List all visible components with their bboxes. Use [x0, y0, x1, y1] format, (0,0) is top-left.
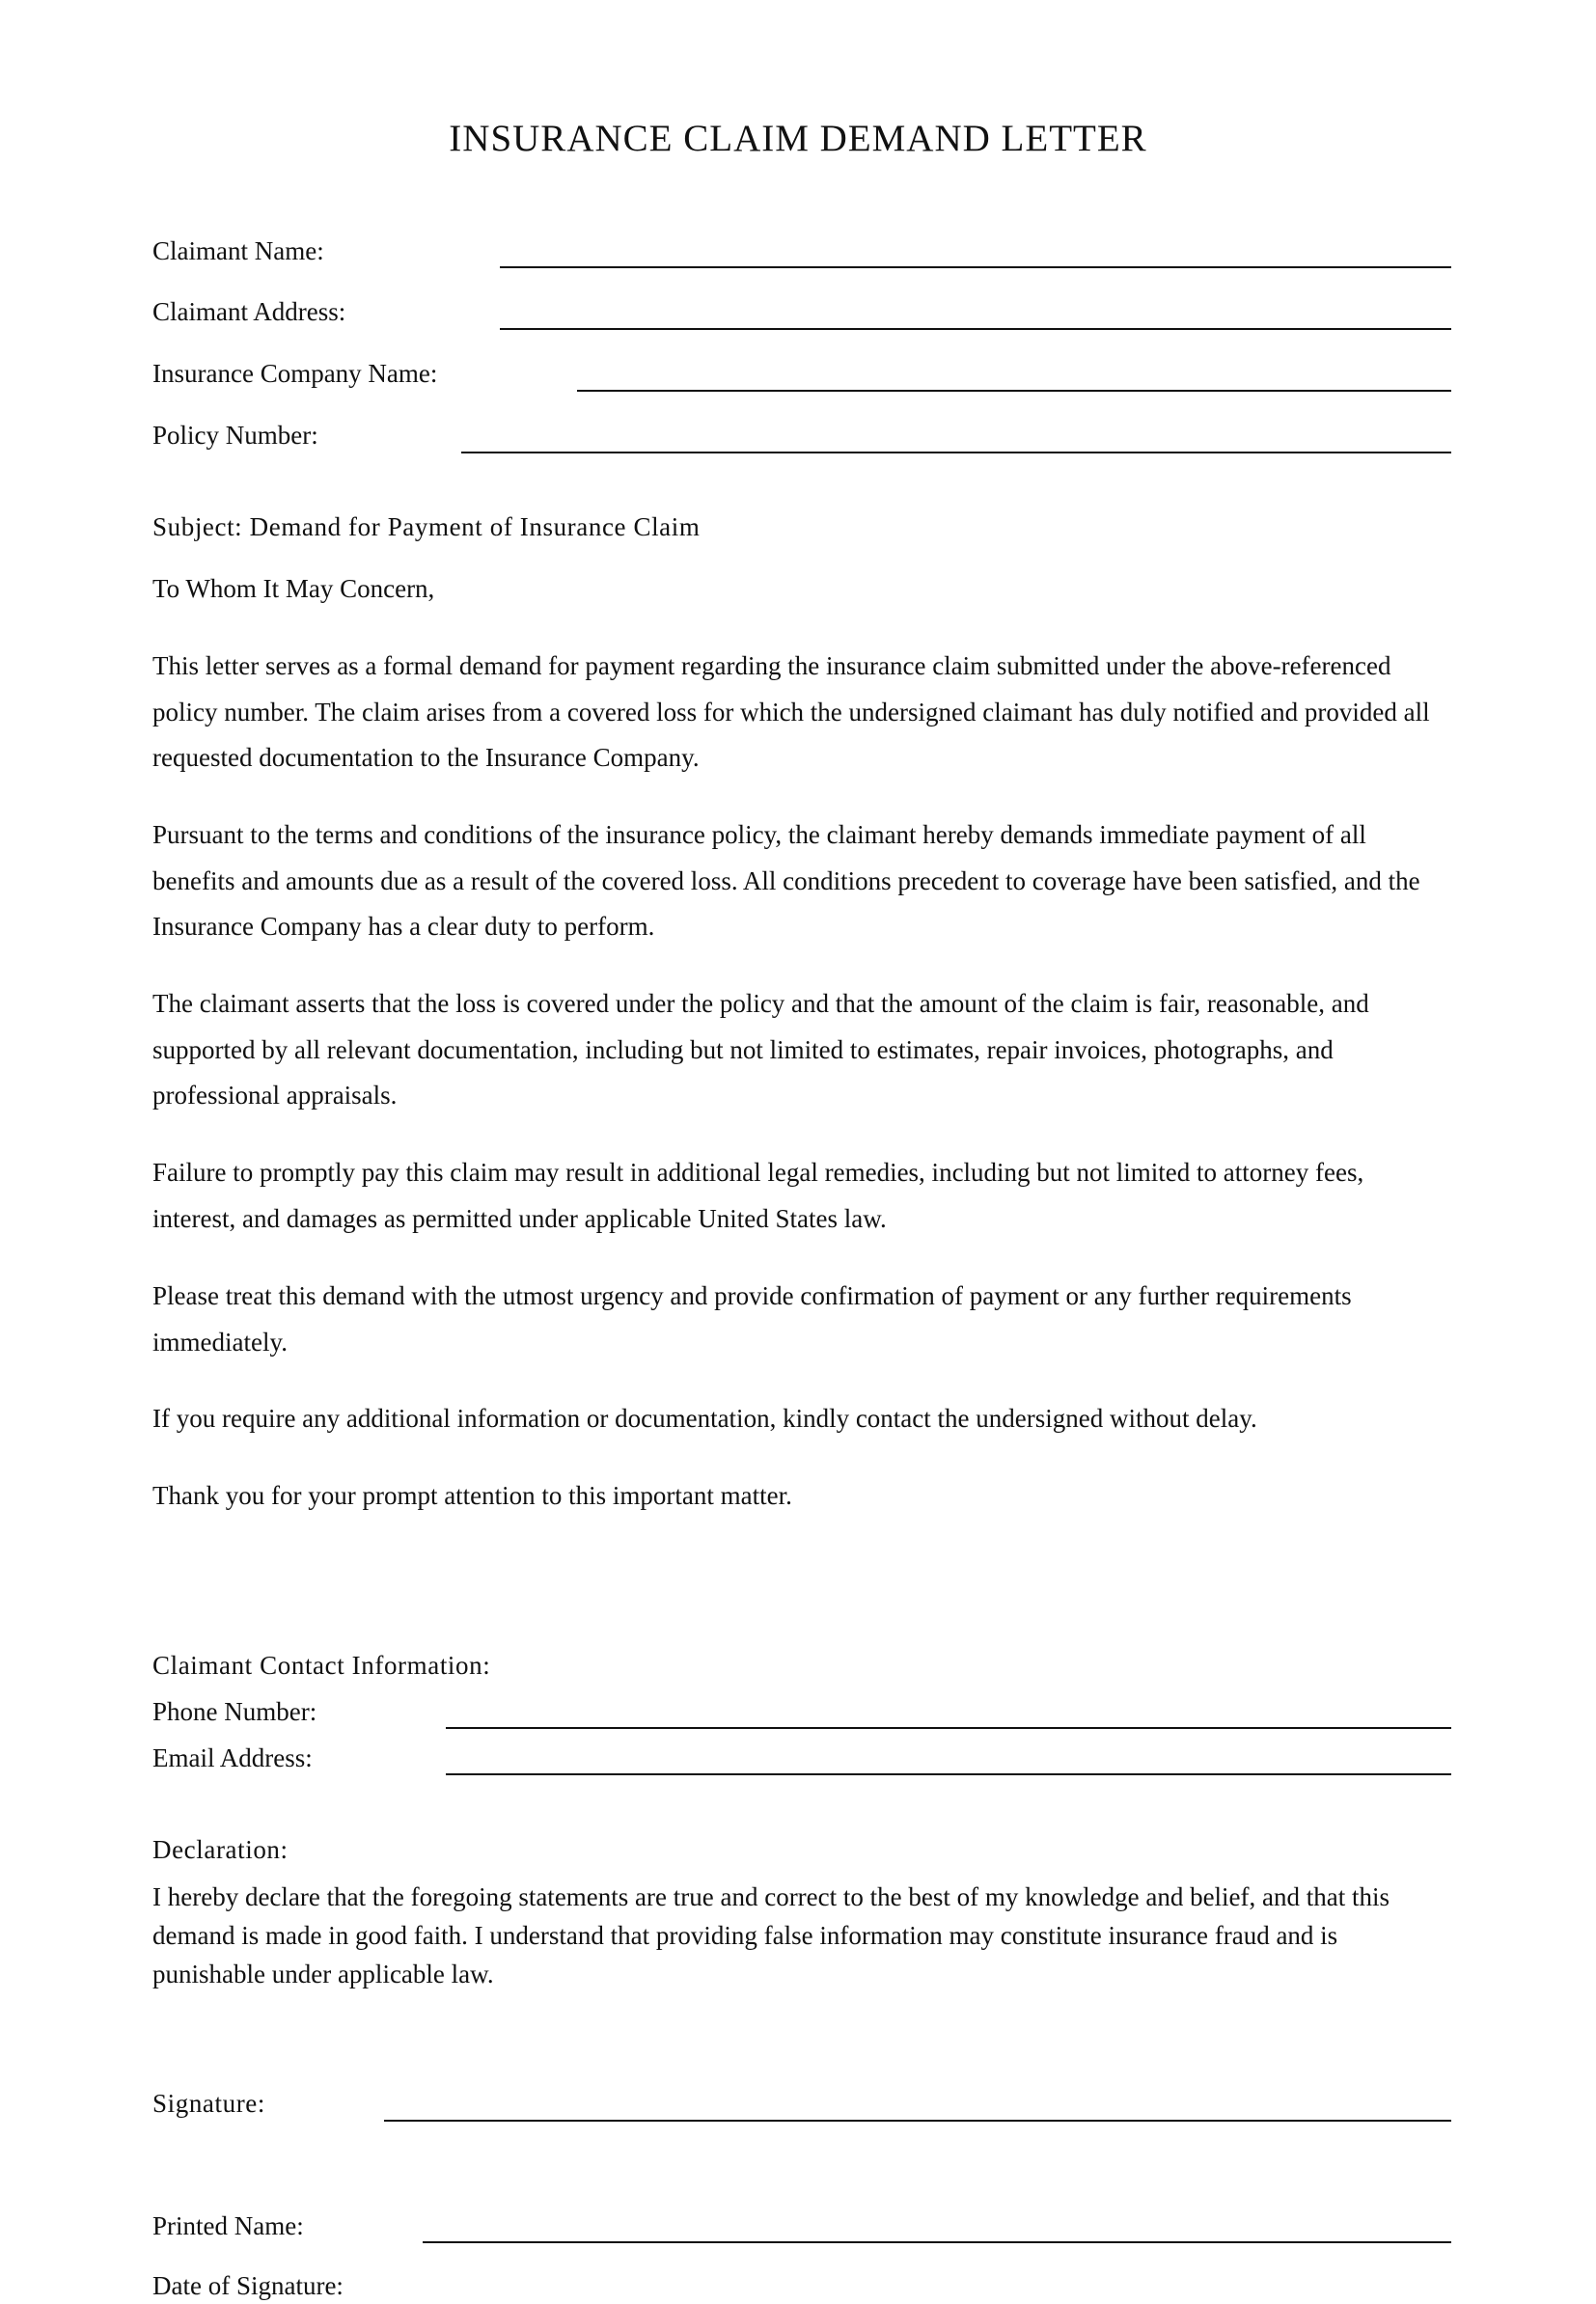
policy-number-field[interactable] — [461, 452, 1451, 453]
claimant-name-label: Claimant Name: — [152, 236, 324, 265]
body-paragraph: If you require any additional information or documentation, kindly contact the undersigned without delay. — [152, 1404, 1257, 1433]
date-of-signature-label: Date of Signature: — [152, 2271, 344, 2300]
printed-name-label: Printed Name: — [152, 2211, 304, 2240]
claimant-name-field[interactable] — [500, 266, 1451, 268]
body-paragraph: The claimant asserts that the loss is covered under the policy and that the amount of the claim is fair, reasonable, and supported by all relevant documentation, including but not limited to estimates, repair invoices, photographs, and professional appraisals. — [152, 989, 1369, 1110]
body-paragraph: This letter serves as a formal demand for payment regarding the insurance claim submitted under the above-referenced policy number. The claim arises from a covered loss for which the undersigned claimant has duly notified and provided all requested documentation to the Insurance Company. — [152, 651, 1430, 772]
email-address-label: Email Address: — [152, 1743, 313, 1772]
body-paragraph: Please treat this demand with the utmost urgency and provide confirmation of payment or any further requirements immediately. — [152, 1281, 1352, 1357]
body-paragraph: Failure to promptly pay this claim may result in additional legal remedies, including but not limited to attorney fees, interest, and damages as permitted under applicable United States law. — [152, 1158, 1364, 1233]
phone-number-label: Phone Number: — [152, 1697, 317, 1726]
signature-field[interactable] — [384, 2120, 1451, 2122]
claimant-address-field[interactable] — [500, 328, 1451, 330]
phone-number-field[interactable] — [446, 1727, 1451, 1729]
body-paragraph: Thank you for your prompt attention to this important matter. — [152, 1481, 792, 1510]
insurance-company-name-label: Insurance Company Name: — [152, 359, 438, 388]
printed-name-field[interactable] — [423, 2241, 1451, 2243]
email-address-field[interactable] — [446, 1773, 1451, 1775]
policy-number-label: Policy Number: — [152, 421, 318, 450]
signature-label: Signature: — [152, 2089, 265, 2118]
body-paragraph: Pursuant to the terms and conditions of the insurance policy, the claimant hereby demands immediate payment of all benefits and amounts due as a result of the covered loss. All conditions precedent to coverage have been satisfied, and the Insurance Company has a clear duty to perform. — [152, 820, 1420, 941]
contact-heading: Claimant Contact Information: — [152, 1651, 491, 1680]
declaration-heading: Declaration: — [152, 1835, 289, 1864]
claimant-address-label: Claimant Address: — [152, 297, 346, 326]
insurance-company-name-field[interactable] — [577, 390, 1451, 392]
declaration-text: I hereby declare that the foregoing statements are true and correct to the best of my knowledge and belief, and that this demand is made in good faith. I understand that providing false information may constitute insurance fraud and is punishable under applicable law. — [152, 1882, 1390, 1989]
document-title: INSURANCE CLAIM DEMAND LETTER — [449, 118, 1147, 159]
subject-line: Subject: Demand for Payment of Insurance Claim — [152, 512, 701, 541]
salutation: To Whom It May Concern, — [152, 574, 435, 603]
